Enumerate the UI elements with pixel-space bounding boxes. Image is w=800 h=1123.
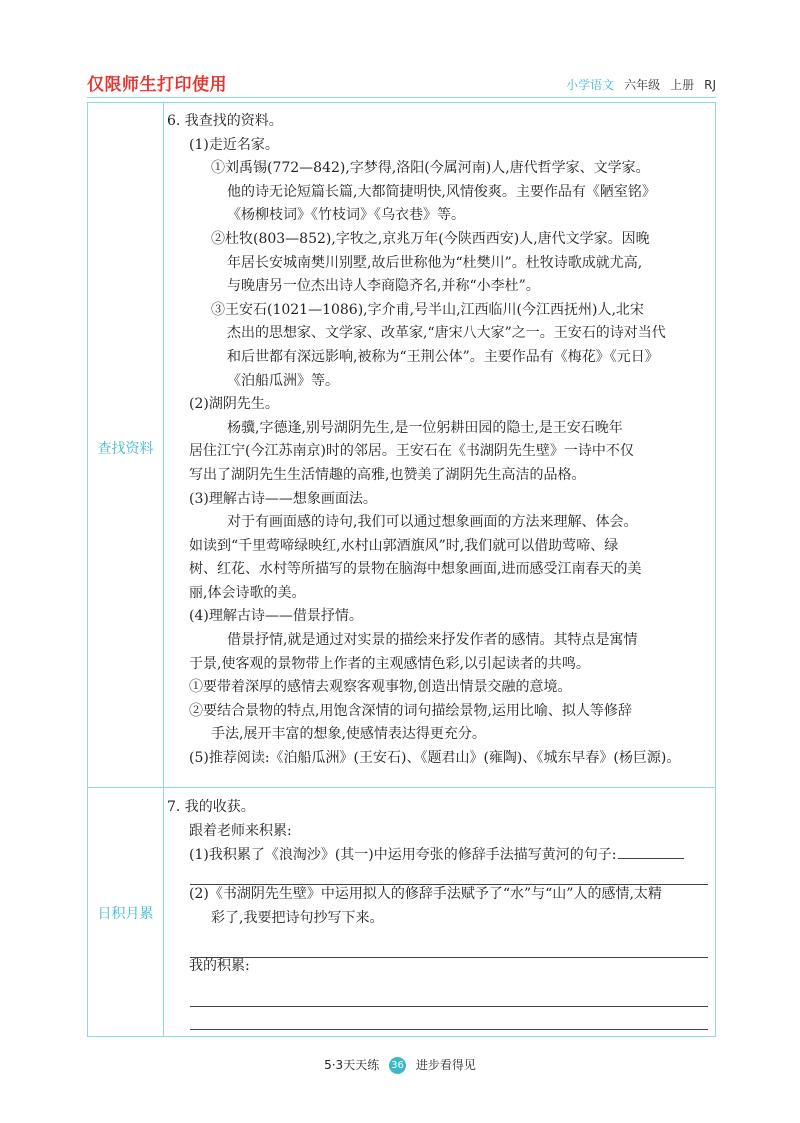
question-2-cont: 彩了,我要把诗句抄写下来。 <box>211 910 384 926</box>
text-line: 《泊船瓜洲》等。 <box>227 372 339 389</box>
answer-line[interactable] <box>190 957 708 958</box>
book-info <box>566 76 716 93</box>
text-line: 写出了湖阴先生生活情趣的高雅,也赞美了湖阴先生高洁的品格。 <box>189 466 586 483</box>
text-line: 杰出的思想家、文学家、改革家,“唐宋八大家”之一。王安石的诗对当代 <box>227 325 666 342</box>
text-line: ①要带着深厚的感情去观察客观事物,创造出情景交融的意境。 <box>189 679 572 696</box>
grade-label: 六年级 <box>624 78 661 92</box>
research-section <box>167 110 712 771</box>
text-line: ②杜牧(803—852),字牧之,京兆万年(今陕西西安)人,唐代文学家。因晚 <box>211 230 650 247</box>
footer <box>0 1056 800 1074</box>
section-title: 6. 我查找的资料。 <box>167 113 283 129</box>
footer-slogan: 进步看得见 <box>415 1058 476 1072</box>
answer-line[interactable] <box>190 1006 708 1007</box>
intro-line: 跟着老师来积累: <box>189 823 292 839</box>
recommended-reading: (5)推荐阅读:《泊船瓜洲》(王安石)、《题君山》(雍陶)、《城东早春》(杨巨源)。 <box>189 750 681 767</box>
subheading: (3)理解古诗——想象画面法。 <box>189 490 377 507</box>
text-line: 与晚唐另一位杰出诗人李商隐齐名,并称“小李杜”。 <box>227 278 540 295</box>
header-rule <box>87 97 716 98</box>
text-line: 手法,展开丰富的想象,使感情表达得更充分。 <box>211 726 486 743</box>
question-1 <box>167 843 712 867</box>
text-line: ③王安石(1021—1086),字介甫,号半山,江西临川(今江西抚州)人,北宋 <box>211 301 644 318</box>
sidebar-label-accumulate: 日积月累 <box>97 906 154 922</box>
answer-line[interactable] <box>190 884 708 885</box>
subheading: (4)理解古诗——借景抒情。 <box>189 608 363 625</box>
column-divider <box>163 103 164 1036</box>
question-1-text: (1)我积累了《浪淘沙》(其一)中运用夸张的修辞手法描写黄河的句子: <box>189 847 617 863</box>
text-line: ②要结合景物的特点,用饱含深情的词句描绘景物,运用比喻、拟人等修辞 <box>189 702 632 719</box>
sidebar-label-research: 查找资料 <box>97 441 154 457</box>
term-label: 上册 <box>670 78 695 92</box>
edition-label: RJ <box>704 78 716 92</box>
text-line: 居住江宁(今江苏南京)时的邻居。王安石在《书湖阴先生壁》一诗中不仅 <box>189 443 634 460</box>
section-title: 7. 我的收获。 <box>167 799 255 815</box>
page-number: 36 <box>389 1057 406 1074</box>
text-line: 和后世都有深远影响,被称为“王荆公体”。主要作品有《梅花》《元日》 <box>227 348 659 365</box>
answer-line[interactable] <box>190 1029 708 1030</box>
text-line: 对于有画面感的诗句,我们可以通过想象画面的方法来理解、体会。 <box>227 514 638 531</box>
text-line: 如读到“千里莺啼绿映红,水村山郭酒旗风”时,我们就可以借助莺啼、绿 <box>189 537 619 554</box>
subheading: (2)湖阴先生。 <box>189 396 279 413</box>
text-line: 于景,使客观的景物带上作者的主观感情色彩,以引起读者的共鸣。 <box>189 655 590 672</box>
subject-label: 小学语文 <box>566 78 615 92</box>
my-accumulation-label: 我的积累: <box>189 958 250 974</box>
text-line: 丽,体会诗歌的美。 <box>189 584 306 601</box>
accumulation-section <box>167 795 712 978</box>
text-line: 《杨柳枝词》《竹枝词》《乌衣巷》等。 <box>227 207 465 224</box>
text-line: 他的诗无论短篇长篇,大都简捷明快,风情俊爽。主要作品有《陋室铭》 <box>227 183 656 200</box>
answer-blank-1[interactable] <box>618 844 684 859</box>
footer-brand: 5·3天天练 <box>324 1058 380 1072</box>
text-line: 杨骥,字德逢,别号湖阴先生,是一位躬耕田园的隐士,是王安石晚年 <box>227 419 623 436</box>
text-line: 树、红花、水村等所描写的景物在脑海中想象画面,进而感受江南春天的美 <box>189 561 642 578</box>
text-line: 借景抒情,就是通过对实景的描绘来抒发作者的感情。其特点是寓情 <box>227 632 638 649</box>
print-notice: 仅限师生打印使用 <box>87 75 227 95</box>
row-divider <box>88 787 715 788</box>
text-line: ①刘禹锡(772—842),字梦得,洛阳(今属河南)人,唐代哲学家、文学家。 <box>211 160 650 177</box>
subheading: (1)走近名家。 <box>189 136 279 153</box>
question-2: (2)《书湖阴先生壁》中运用拟人的修辞手法赋予了“水”与“山”人的感情,太精 <box>189 886 662 902</box>
text-line: 年居长安城南樊川别墅,故后世称他为“杜樊川”。杜牧诗歌成就尤高, <box>227 254 643 271</box>
